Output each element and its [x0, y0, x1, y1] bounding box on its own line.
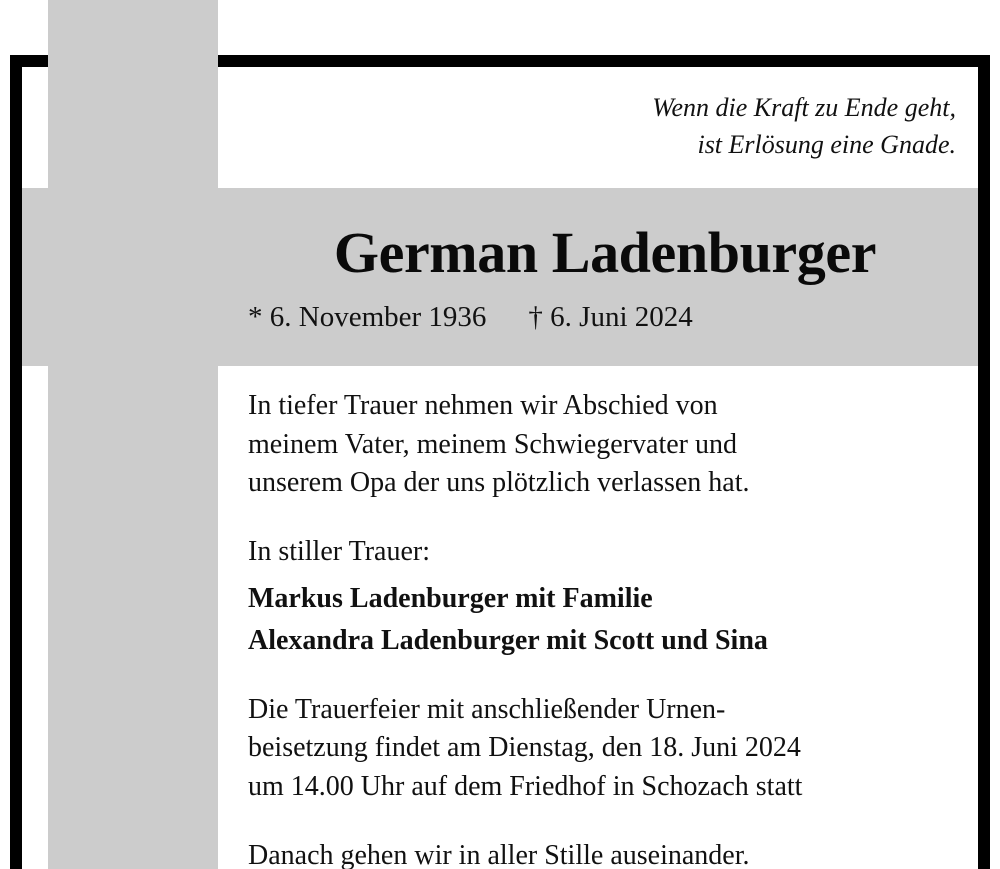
- mourner-name-2: Alexandra Ladenburger mit Scott und Sina: [248, 625, 768, 657]
- epitaph-quote-line-2: ist Erlösung eine Gnade.: [697, 129, 956, 159]
- grief-statement: [248, 387, 960, 503]
- funeral-details-line-2: beisetzung findet am Dienstag, den 18. Juni 2024: [248, 732, 801, 764]
- cross-frame-notch-right: [978, 188, 990, 366]
- mourning-intro: In stiller Trauer:: [248, 535, 430, 567]
- closing-note-line-1: Danach gehen wir in aller Stille auseinander.: [248, 839, 750, 869]
- notice-body: [248, 387, 960, 869]
- mourners-block: [248, 533, 960, 661]
- grief-statement-line-1: In tiefer Trauer nehmen wir Abschied von: [248, 390, 718, 421]
- life-dates: [248, 301, 960, 334]
- funeral-details: [248, 691, 960, 807]
- death-date: † 6. Juni 2024: [528, 301, 693, 333]
- funeral-details-line-1: Die Trauerfeier mit anschließender Urnen-: [248, 693, 726, 725]
- epitaph-quote-line-1: Wenn die Kraft zu Ende geht,: [652, 93, 956, 122]
- deceased-name: German Ladenburger: [333, 220, 877, 285]
- cross-frame-notch-left-inner: [22, 188, 48, 366]
- grief-statement-line-3: unserem Opa der uns plötzlich verlassen hat.: [248, 467, 750, 499]
- grief-statement-line-2: meinem Vater, meinem Schwiegervater und: [248, 428, 737, 460]
- cross-frame-notch-left-outer: [10, 188, 22, 366]
- closing-note: [248, 837, 960, 869]
- funeral-details-line-3: um 14.00 Uhr auf dem Friedhof in Schozach statt: [248, 771, 803, 802]
- mourner-name-1: Markus Ladenburger mit Familie: [248, 582, 653, 614]
- birth-date: * 6. November 1936: [248, 301, 487, 333]
- epitaph-quote: [652, 90, 956, 164]
- notice-content: [248, 67, 960, 869]
- cross-vertical-bar-icon: [48, 0, 218, 869]
